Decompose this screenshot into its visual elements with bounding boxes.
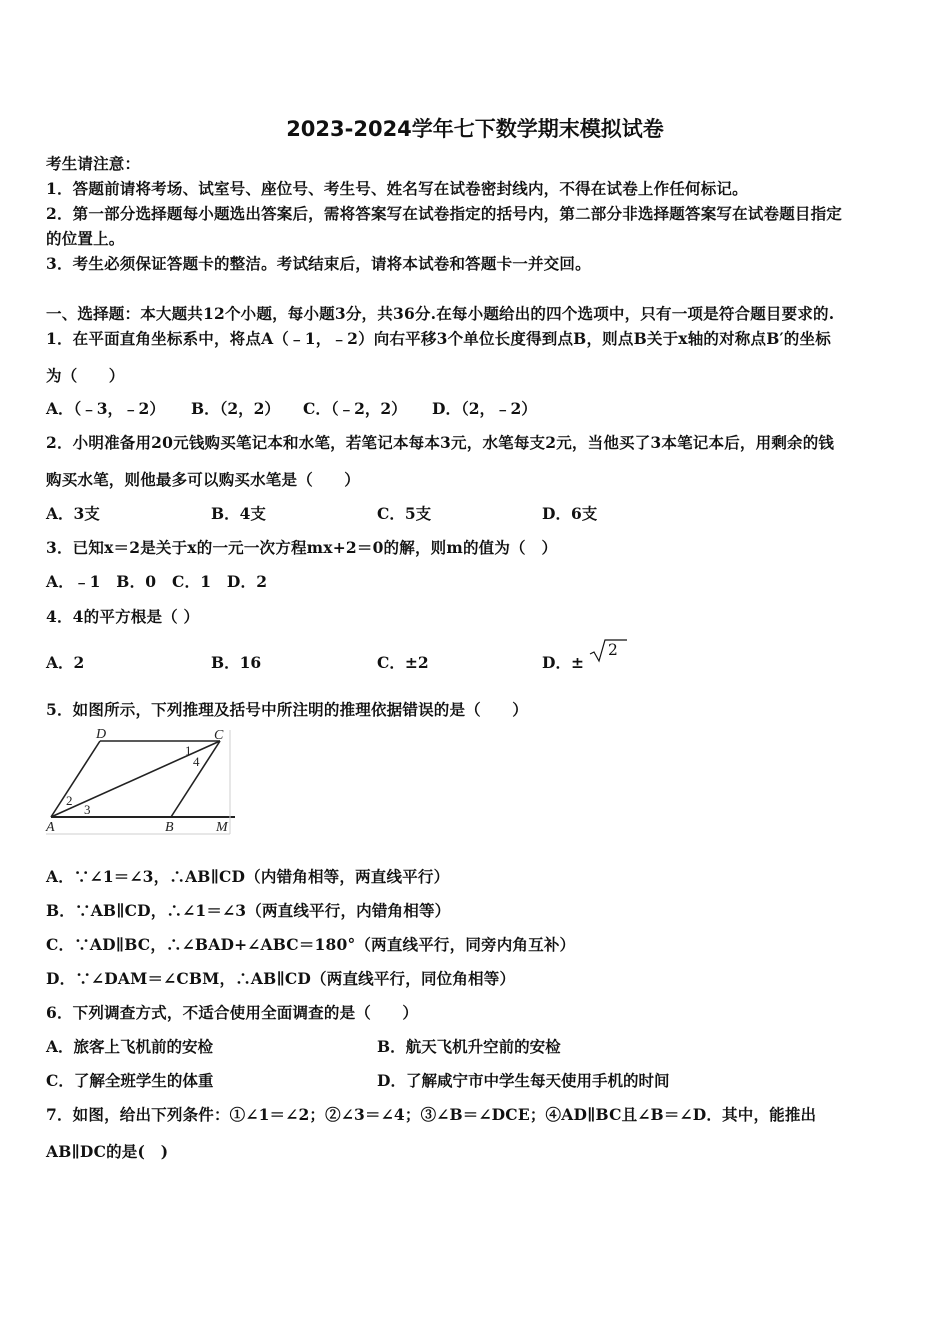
question-7-stem-cont: AB∥DC的是( ) xyxy=(46,1142,169,1161)
section-heading: 一、选择题：本大题共12个小题，每小题3分，共36分.在每小题给出的四个选项中，只有一项是符合题目要求的. xyxy=(46,304,835,323)
question-4-stem: 4．4的平方根是（ ） xyxy=(46,607,200,626)
notice-heading: 考生请注意： xyxy=(46,154,141,173)
notice-item: 1．答题前请将考场、试室号、座位号、考生号、姓名写在试卷密封线内，不得在试卷上作任何标记。 xyxy=(46,179,748,198)
parallelogram-figure xyxy=(44,724,240,840)
label-d: D xyxy=(96,727,107,742)
radicand: 2 xyxy=(608,641,618,659)
q5-option-c: C．∵AD∥BC，∴∠BAD+∠ABC＝180°（两直线平行，同旁内角互补） xyxy=(46,935,576,954)
q3-options: A．﹣1 B．0 C．1 D．2 xyxy=(46,572,268,591)
q4-option-d: D．± xyxy=(542,653,584,672)
sqrt-expression xyxy=(589,638,629,668)
q4-option-c: C．±2 xyxy=(377,653,429,672)
q6-option-b: B．航天飞机升空前的安检 xyxy=(377,1037,561,1056)
question-1-stem-cont: 为（ ） xyxy=(46,366,125,385)
q2-option-a: A．3支 xyxy=(46,504,100,523)
question-7-stem: 7．如图，给出下列条件：①∠1＝∠2；②∠3＝∠4；③∠B＝∠DCE；④AD∥BC且∠B＝∠D．其中，能推出 xyxy=(46,1105,817,1124)
q1-option-b: B．（2，2） xyxy=(191,399,280,418)
label-m: M xyxy=(216,820,228,835)
q5-option-b: B．∵AB∥CD，∴∠1＝∠3（两直线平行，内错角相等） xyxy=(46,901,451,920)
notice-item: 的位置上。 xyxy=(46,229,125,248)
q2-option-d: D．6支 xyxy=(542,504,598,523)
q4-option-b: B．16 xyxy=(211,653,262,672)
q1-option-a: A．（﹣3，﹣2） xyxy=(46,399,165,418)
question-5-stem: 5．如图所示，下列推理及括号中所注明的推理依据错误的是（ ） xyxy=(46,700,528,719)
question-6-stem: 6．下列调查方式，不适合使用全面调查的是（ ） xyxy=(46,1003,419,1022)
angle-label-4: 4 xyxy=(193,754,200,769)
page-title: 2023-2024学年七下数学期末模拟试卷 xyxy=(286,117,664,141)
angle-label-2: 2 xyxy=(66,793,73,808)
angle-label-1: 1 xyxy=(185,743,192,758)
q2-option-c: C．5支 xyxy=(377,504,432,523)
question-3-stem: 3．已知x＝2是关于x的一元一次方程mx+2＝0的解，则m的值为（ ） xyxy=(46,538,558,557)
notice-item: 3．考生必须保证答题卡的整洁。考试结束后，请将本试卷和答题卡一并交回。 xyxy=(46,254,591,273)
angle-label-3: 3 xyxy=(84,802,91,817)
q1-option-d: D．（2，﹣2） xyxy=(432,399,537,418)
question-2-stem-cont: 购买水笔，则他最多可以购买水笔是（ ） xyxy=(46,470,361,489)
q6-option-a: A．旅客上飞机前的安检 xyxy=(46,1037,214,1056)
q6-option-d: D．了解咸宁市中学生每天使用手机的时间 xyxy=(377,1071,670,1090)
label-b: B xyxy=(165,820,174,835)
q4-option-a: A．2 xyxy=(46,653,85,672)
q1-option-c: C．（﹣2，2） xyxy=(303,399,407,418)
question-2-stem: 2．小明准备用20元钱购买笔记本和水笔，若笔记本每本3元，水笔每支2元，当他买了3本笔记本后，用剩余的钱 xyxy=(46,433,835,452)
q2-option-b: B．4支 xyxy=(211,504,266,523)
question-1-stem: 1．在平面直角坐标系中，将点A（﹣1，﹣2）向右平移3个单位长度得到点B，则点B关于x轴的对称点B′的坐标 xyxy=(46,329,831,348)
label-a: A xyxy=(46,820,55,835)
q6-option-c: C．了解全班学生的体重 xyxy=(46,1071,214,1090)
q5-option-d: D．∵∠DAM＝∠CBM，∴AB∥CD（两直线平行，同位角相等） xyxy=(46,969,516,988)
label-c: C xyxy=(214,728,224,743)
notice-item: 2．第一部分选择题每小题选出答案后，需将答案写在试卷指定的括号内，第二部分非选择题答案写在试卷题目指定 xyxy=(46,204,842,223)
q5-option-a: A．∵∠1＝∠3，∴AB∥CD（内错角相等，两直线平行） xyxy=(46,867,450,886)
